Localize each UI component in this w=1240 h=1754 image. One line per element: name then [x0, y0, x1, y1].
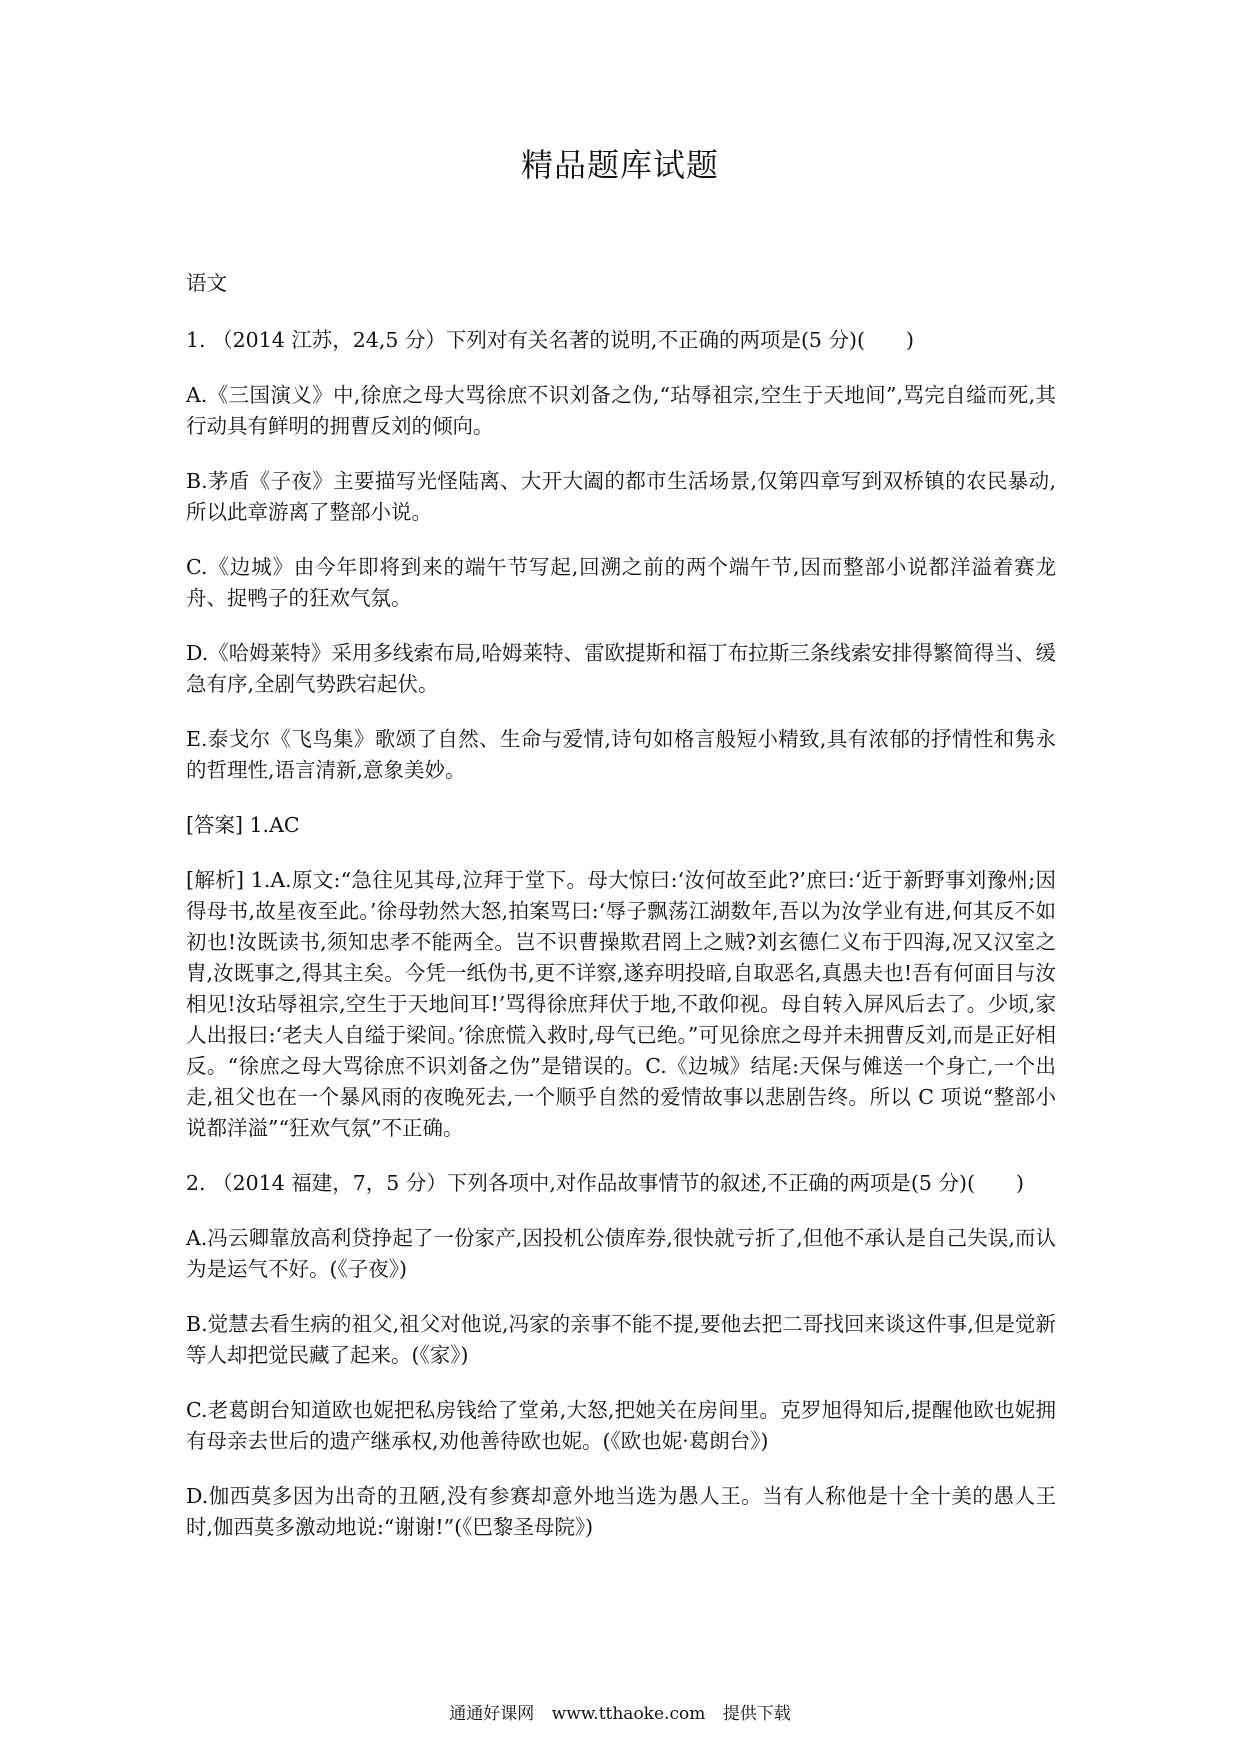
question-2-option-c: C.老葛朗台知道欧也妮把私房钱给了堂弟,大怒,把她关在房间里。克罗旭得知后,提醒他欧也妮拥有母亲去世后的遗产继承权,劝他善待欧也妮。(《欧也妮·葛朗台》): [186, 1398, 1056, 1453]
page-footer: [0, 1699, 1240, 1724]
question-2-stem: 2. （2014 福建，7，5 分）下列各项中,对作品故事情节的叙述,不正确的两项是(5 分)( ): [186, 1171, 1024, 1195]
question-1-stem: 1. （2014 江苏，24,5 分）下列对有关名著的说明,不正确的两项是(5 分)( ): [186, 328, 914, 352]
page-title: 精品题库试题: [520, 146, 719, 184]
question-1-option-d: D.《哈姆莱特》采用多线索布局,哈姆莱特、雷欧提斯和福丁布拉斯三条线索安排得繁简得当、缓急有序,全剧气势跌宕起伏。: [186, 641, 1056, 696]
subject-label: 语文: [186, 271, 227, 295]
question-1-option-a: A.《三国演义》中,徐庶之母大骂徐庶不识刘备之伪,“玷辱祖宗,空生于天地间”,骂完自缢而死,其行动具有鲜明的拥曹反刘的倾向。: [186, 383, 1056, 438]
content-area: [186, 268, 1056, 1567]
footer-site-name: 通通好课网: [449, 1704, 535, 1724]
question-1-answer: [答案] 1.AC: [186, 813, 300, 837]
question-1-option-b: B.茅盾《子夜》主要描写光怪陆离、大开大阖的都市生活场景,仅第四章写到双桥镇的农民暴动,所以此章游离了整部小说。: [186, 469, 1056, 524]
footer-note: 提供下载: [722, 1704, 791, 1724]
question-2-option-a: A.冯云卿靠放高利贷挣起了一份家产,因投机公债库券,很快就亏折了,但他不承认是自己失误,而认为是运气不好。(《子夜》): [186, 1226, 1056, 1281]
question-1-option-e: E.泰戈尔《飞鸟集》歌颂了自然、生命与爱情,诗句如格言般短小精致,具有浓郁的抒情性和隽永的哲理性,语言清新,意象美妙。: [186, 727, 1056, 782]
question-1-option-c: C.《边城》由今年即将到来的端午节写起,回溯之前的两个端午节,因而整部小说都洋溢着赛龙舟、捉鸭子的狂欢气氛。: [186, 555, 1056, 610]
question-1-analysis: [解析] 1.A.原文:“急往见其母,泣拜于堂下。母大惊曰:‘汝何故至此?’庶曰:‘近于新野事刘豫州;因得母书,故星夜至此。’徐母勃然大怒,拍案骂曰:‘辱子飘荡江湖数年,吾以为汝学业有进,何其反不如初也!汝既读书,须知忠孝不能两全。岂不识曹操欺君罔上之贼?刘玄德仁义布于四海,况又汉室之胄,汝既事之,得其主矣。今凭一纸伪书,更不详察,遂弃明投暗,自取恶名,真愚夫也!吾有何面目与汝相见!汝玷辱祖宗,空生于天地间耳!’骂得徐庶拜伏于地,不敢仰视。母自转入屏风后去了。少顷,家人出报曰:‘老夫人自缢于梁间。’徐庶慌入救时,母气已绝。”可见徐庶之母并未拥曹反刘,而是正好相反。“徐庶之母大骂徐庶不识刘备之伪”是错误的。C.《边城》结尾:天保与傩送一个身亡,一个出走,祖父也在一个暴风雨的夜晚死去,一个顺乎自然的爱情故事以悲剧告终。所以 C 项说“整部小说都洋溢”“狂欢气氛”不正确。: [186, 868, 1056, 1140]
footer-url[interactable]: www.tthaoke.com: [551, 1704, 706, 1724]
question-2-option-d: D.伽西莫多因为出奇的丑陋,没有参赛却意外地当选为愚人王。当有人称他是十全十美的愚人王时,伽西莫多激动地说:“谢谢!”(《巴黎圣母院》): [186, 1484, 1056, 1539]
question-2-option-b: B.觉慧去看生病的祖父,祖父对他说,冯家的亲事不能不提,要他去把二哥找回来谈这件事,但是觉新等人却把觉民藏了起来。(《家》): [186, 1312, 1056, 1367]
